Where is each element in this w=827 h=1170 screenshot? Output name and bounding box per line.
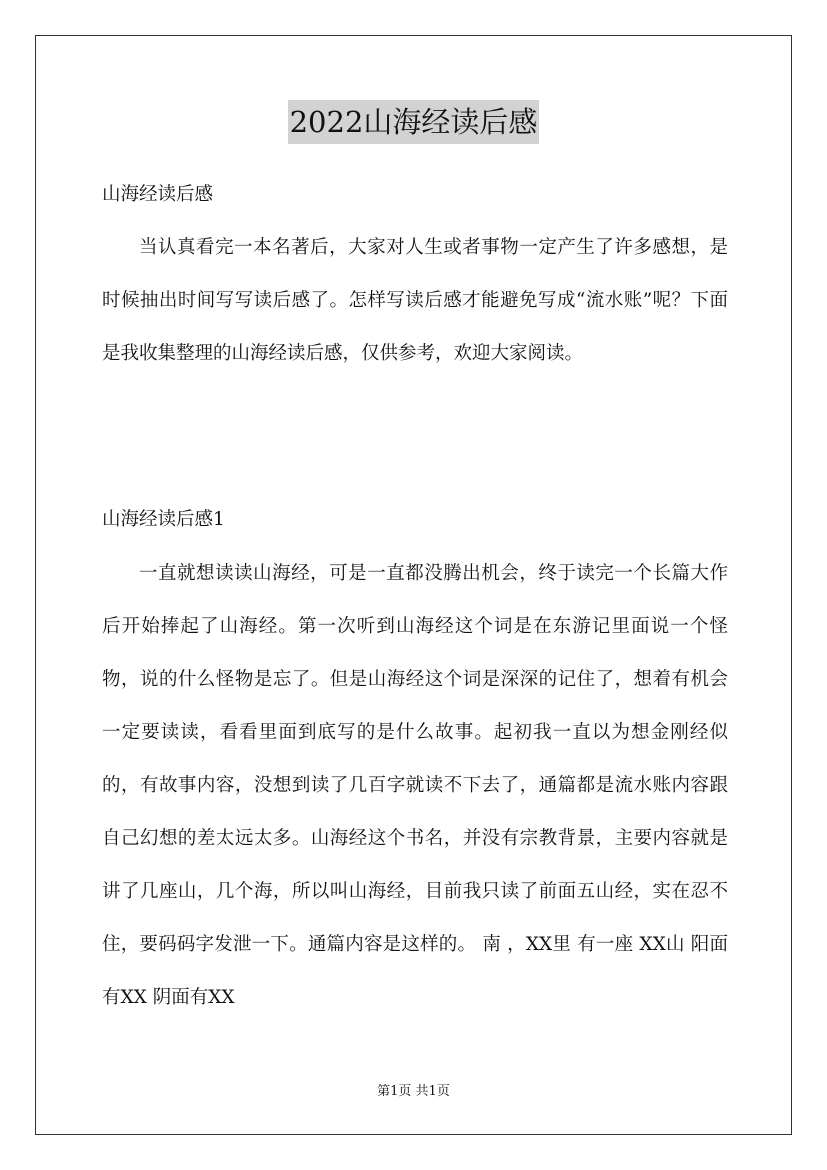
essay-paragraph: 一直就想读读山海经，可是一直都没腾出机会，终于读完一个长篇大作后开始捧起了山海经。第一次听到山海经这个词是在东游记里面说一个怪物，说的什么怪物是忘了。但是山海经这个词是深深的记住了，想着有机会一定要读读，看看里面到底写的是什么故事。起初我一直以为想金刚经似的，有故事内容，没想到读了几百字就读不下去了，通篇都是流水账内容跟自己幻想的差太远太多。山海经这个书名，并没有宗教背景，主要内容就是讲了几座山，几个海，所以叫山海经，目前我只读了前面五山经，实在忍不住，要码码字发泄一下。通篇内容是这样的。 南 ，XX里 有一座 XX山 阳面有XX 阴面有XX xyxy=(102,563,728,1008)
intro-paragraph: 当认真看完一本名著后，大家对人生或者事物一定产生了许多感想，是时候抽出时间写写读后感了。怎样写读后感才能避免写成“流水账”呢？下面是我收集整理的山海经读后感，仅供参考，欢迎大家阅读。 xyxy=(102,237,728,364)
essay-heading: 山海经读后感1 xyxy=(102,509,225,530)
document-title: 2022山海经读后感 xyxy=(288,100,540,144)
page-footer: 第1页 共1页 xyxy=(377,1084,450,1099)
title-container xyxy=(0,100,827,144)
section-heading: 山海经读后感 xyxy=(102,184,214,205)
